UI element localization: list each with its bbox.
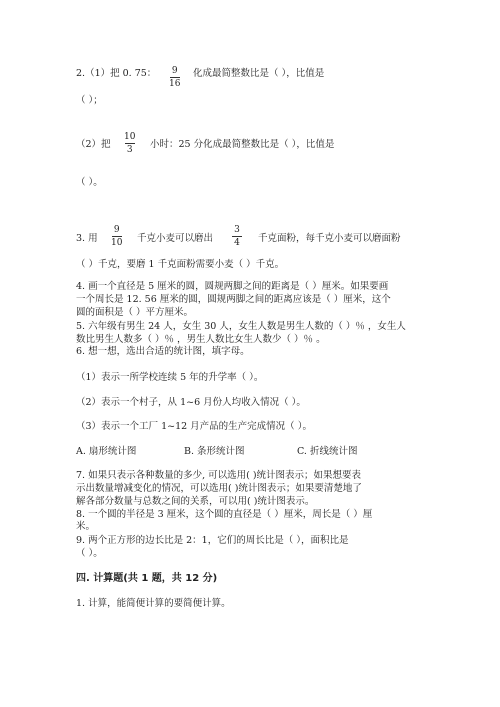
q6-option-c: C. 折线统计图 xyxy=(297,446,358,457)
q3-fraction-1 xyxy=(111,225,122,248)
fraction-numerator: 10 xyxy=(124,132,136,142)
q7-line3: 解各部分数量与总数之间的关系，可以用( )统计图表示。 xyxy=(76,496,315,507)
fraction-bar xyxy=(112,236,122,237)
q9-line2: （ ）。 xyxy=(76,548,103,559)
q8-line2: 米。 xyxy=(76,521,96,532)
fraction-denominator: 4 xyxy=(234,238,240,248)
section-4-title: 四. 计算题(共 1 题，共 12 分) xyxy=(76,573,218,584)
q6-option-b: B. 条形统计图 xyxy=(184,446,245,457)
q2-line3-start: （2）把 xyxy=(76,139,111,150)
q2-line3-end: 小时：25 分化成最简整数比是（ ），比值是 xyxy=(150,139,335,150)
fraction-bar xyxy=(170,77,180,78)
q6-sub3: （3）表示一个工厂 1~12 月产品的生产完成情况（ ）。 xyxy=(76,421,312,432)
q6-sub2: （2）表示一个村子，从 1~6 月份人均收入情况（ ）。 xyxy=(76,397,306,408)
fraction-numerator: 3 xyxy=(234,225,240,235)
fraction-numerator: 9 xyxy=(113,225,120,235)
q6-sub1: （1）表示一所学校连续 5 年的升学率（ ）。 xyxy=(76,372,264,383)
q3-line1-start: 3. 用 xyxy=(76,233,98,244)
q3-line2: （ ）千克，要磨 1 千克面粉需要小麦（ ）千克。 xyxy=(76,259,285,270)
q2-line4: （ ）。 xyxy=(76,177,103,188)
q9-line1: 9. 两个正方形的边长比是 2：1，它们的周长比是（ ），面积比是 xyxy=(76,535,349,546)
fraction-denominator: 16 xyxy=(169,79,181,89)
q5-line2: 数比男生人数多（ ）％ ，男生人数比女生人数少（ ）％ 。 xyxy=(76,334,326,345)
q2-fraction-1 xyxy=(169,66,180,89)
section-4-question-1: 1. 计算，能简便计算的要简便计算。 xyxy=(76,598,231,609)
q6-line1: 6. 想一想，选出合适的统计图，填字母。 xyxy=(76,346,250,357)
q4-line1: 4. 画一个直径是 5 厘米的圆，圆规两脚之间的距离是（ ）厘米。如果要画 xyxy=(76,281,389,292)
q2-line2: （ ）； xyxy=(76,95,103,106)
q3-fraction-2 xyxy=(232,225,242,248)
q6-option-a: A. 扇形统计图 xyxy=(76,446,137,457)
fraction-denominator: 3 xyxy=(126,145,133,155)
fraction-numerator: 9 xyxy=(171,66,178,76)
q8-line1: 8. 一个圆的半径是 3 厘米，这个圆的直径是（ ）厘米，周长是（ ）厘 xyxy=(76,509,373,520)
q5-line1: 5. 六年级有男生 24 人，女生 30 人，女生人数是男生人数的（ ）％ ，女生人 xyxy=(76,321,406,332)
q7-line1: 7. 如果只表示各种数量的多少, 可以选用( )统计图表示；如果想要表 xyxy=(76,470,362,481)
fraction-denominator: 10 xyxy=(111,238,123,248)
q2-line1-end: 化成最简整数比是（ ），比值是 xyxy=(193,68,325,79)
q3-line1-mid: 千克小麦可以磨出 xyxy=(137,233,214,244)
q7-line2: 示出数量增减变化的情况，可以选用( )统计图表示；如果要清楚地了 xyxy=(76,483,362,494)
fraction-bar xyxy=(232,236,242,237)
q3-line1-end: 千克面粉，每千克小麦可以磨面粉 xyxy=(258,233,401,244)
q4-line3: 圆的面积是（ ）平方厘米。 xyxy=(76,307,194,318)
q4-line2: 一个周长是 12. 56 厘米的圆，圆规两脚之间的距离应该是（ ）厘米，这个 xyxy=(76,294,391,305)
q2-line1-start: 2.（1）把 0. 75： xyxy=(76,68,157,79)
q2-fraction-2 xyxy=(124,132,135,155)
fraction-bar xyxy=(125,143,135,144)
